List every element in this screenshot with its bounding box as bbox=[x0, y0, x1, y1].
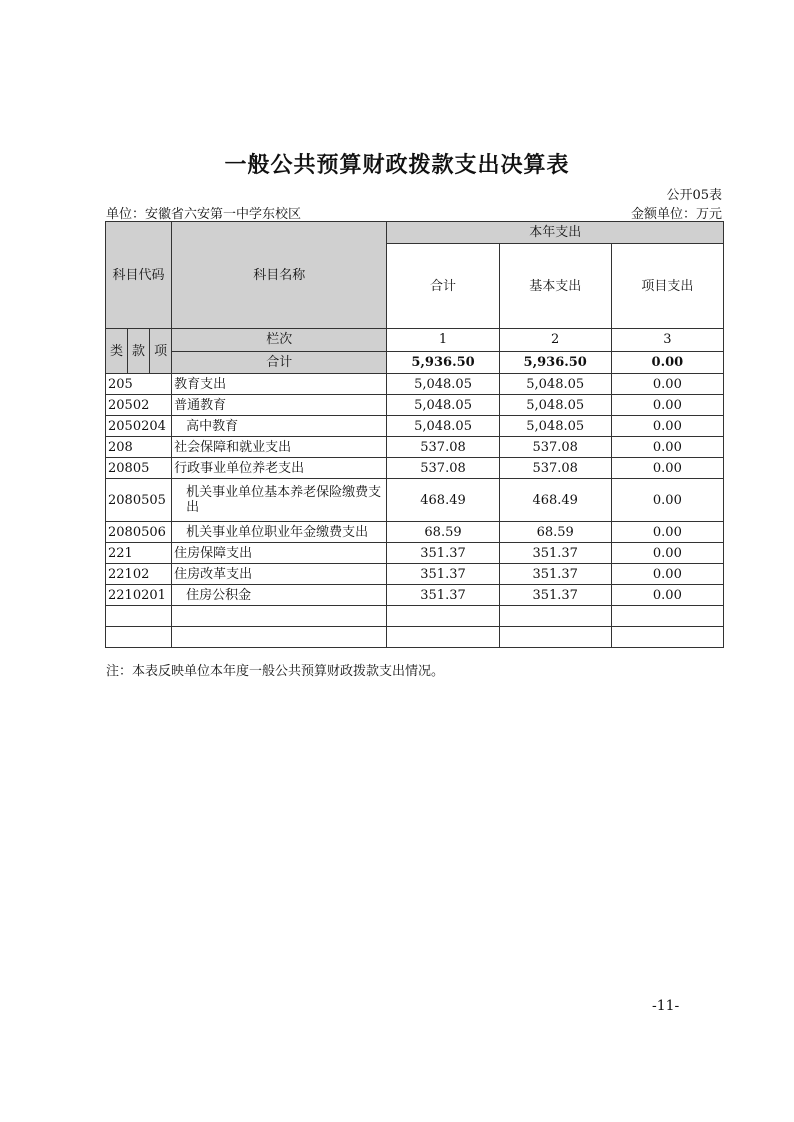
table-row bbox=[106, 585, 724, 606]
table-row bbox=[106, 564, 724, 585]
header-basic: 基本支出 bbox=[499, 244, 611, 329]
row-basic: 351.37 bbox=[499, 564, 611, 585]
row-code: 2080505 bbox=[106, 479, 172, 522]
header-col3: 3 bbox=[611, 329, 723, 352]
row-name: 机关事业单位职业年金缴费支出 bbox=[172, 522, 387, 543]
row-code: 2080506 bbox=[106, 522, 172, 543]
table-row bbox=[106, 374, 724, 395]
row-basic: 5,048.05 bbox=[499, 395, 611, 416]
row-code: 20805 bbox=[106, 458, 172, 479]
header-project: 项目支出 bbox=[611, 244, 723, 329]
row-total: 537.08 bbox=[387, 458, 499, 479]
row-basic: 537.08 bbox=[499, 437, 611, 458]
row-basic: 537.08 bbox=[499, 458, 611, 479]
row-name: 普通教育 bbox=[172, 395, 387, 416]
table-row bbox=[106, 458, 724, 479]
row-basic: 68.59 bbox=[499, 522, 611, 543]
currency-unit: 金额单位：万元 bbox=[630, 207, 722, 222]
row-basic: 351.37 bbox=[499, 543, 611, 564]
row-name: 机关事业单位基本养老保险缴费支出 bbox=[172, 479, 387, 522]
row-code: 221 bbox=[106, 543, 172, 564]
header-kuan: 款 bbox=[128, 329, 150, 374]
row-name: 住房公积金 bbox=[172, 585, 387, 606]
row-name: 社会保障和就业支出 bbox=[172, 437, 387, 458]
empty-row bbox=[106, 606, 724, 627]
empty-cell bbox=[106, 606, 172, 627]
row-name: 住房改革支出 bbox=[172, 564, 387, 585]
header-col1: 1 bbox=[387, 329, 499, 352]
row-basic: 5,048.05 bbox=[499, 374, 611, 395]
row-project: 0.00 bbox=[611, 543, 723, 564]
row-total: 351.37 bbox=[387, 585, 499, 606]
header-xiang: 项 bbox=[150, 329, 172, 374]
empty-cell bbox=[611, 627, 723, 648]
header-total: 合计 bbox=[387, 244, 499, 329]
row-name: 行政事业单位养老支出 bbox=[172, 458, 387, 479]
row-project: 0.00 bbox=[611, 585, 723, 606]
table-row bbox=[106, 416, 724, 437]
row-total: 537.08 bbox=[387, 437, 499, 458]
empty-cell bbox=[499, 606, 611, 627]
table-row bbox=[106, 522, 724, 543]
row-project: 0.00 bbox=[611, 479, 723, 522]
page-title: 一般公共预算财政拨款支出决算表 bbox=[224, 153, 570, 178]
row-project: 0.00 bbox=[611, 458, 723, 479]
form-number: 公开05表 bbox=[666, 188, 722, 203]
row-code: 205 bbox=[106, 374, 172, 395]
row-code: 2210201 bbox=[106, 585, 172, 606]
total-label: 合计 bbox=[172, 351, 387, 374]
row-basic: 468.49 bbox=[499, 479, 611, 522]
row-project: 0.00 bbox=[611, 374, 723, 395]
empty-cell bbox=[611, 606, 723, 627]
row-project: 0.00 bbox=[611, 564, 723, 585]
row-total: 351.37 bbox=[387, 543, 499, 564]
header-lei: 类 bbox=[106, 329, 128, 374]
row-name: 高中教育 bbox=[172, 416, 387, 437]
row-total: 68.59 bbox=[387, 522, 499, 543]
empty-cell bbox=[499, 627, 611, 648]
row-project: 0.00 bbox=[611, 416, 723, 437]
empty-cell bbox=[172, 627, 387, 648]
header-name: 科目名称 bbox=[172, 222, 387, 329]
empty-cell bbox=[387, 627, 499, 648]
row-total: 5,048.05 bbox=[387, 374, 499, 395]
row-code: 22102 bbox=[106, 564, 172, 585]
row-code: 20502 bbox=[106, 395, 172, 416]
total-project: 0.00 bbox=[611, 351, 723, 374]
table-row bbox=[106, 437, 724, 458]
row-project: 0.00 bbox=[611, 522, 723, 543]
unit-name: 单位：安徽省六安第一中学东校区 bbox=[106, 207, 302, 222]
table-row bbox=[106, 543, 724, 564]
expenditure-table bbox=[105, 221, 724, 648]
page-number: -11- bbox=[652, 998, 680, 1014]
row-code: 2050204 bbox=[106, 416, 172, 437]
table-note: 注：本表反映单位本年度一般公共预算财政拨款支出情况。 bbox=[106, 664, 445, 679]
total-amount: 5,936.50 bbox=[387, 351, 499, 374]
empty-cell bbox=[387, 606, 499, 627]
table-row bbox=[106, 395, 724, 416]
total-row bbox=[106, 351, 724, 374]
row-basic: 351.37 bbox=[499, 585, 611, 606]
row-total: 5,048.05 bbox=[387, 395, 499, 416]
row-total: 5,048.05 bbox=[387, 416, 499, 437]
empty-cell bbox=[172, 606, 387, 627]
empty-row bbox=[106, 627, 724, 648]
header-current-year: 本年支出 bbox=[387, 222, 724, 244]
table-row bbox=[106, 479, 724, 522]
row-basic: 5,048.05 bbox=[499, 416, 611, 437]
header-column-order: 栏次 bbox=[172, 329, 387, 352]
row-name: 教育支出 bbox=[172, 374, 387, 395]
row-project: 0.00 bbox=[611, 395, 723, 416]
total-basic: 5,936.50 bbox=[499, 351, 611, 374]
row-project: 0.00 bbox=[611, 437, 723, 458]
empty-cell bbox=[106, 627, 172, 648]
row-name: 住房保障支出 bbox=[172, 543, 387, 564]
row-code: 208 bbox=[106, 437, 172, 458]
row-total: 351.37 bbox=[387, 564, 499, 585]
header-code: 科目代码 bbox=[106, 222, 172, 329]
header-col2: 2 bbox=[499, 329, 611, 352]
row-total: 468.49 bbox=[387, 479, 499, 522]
